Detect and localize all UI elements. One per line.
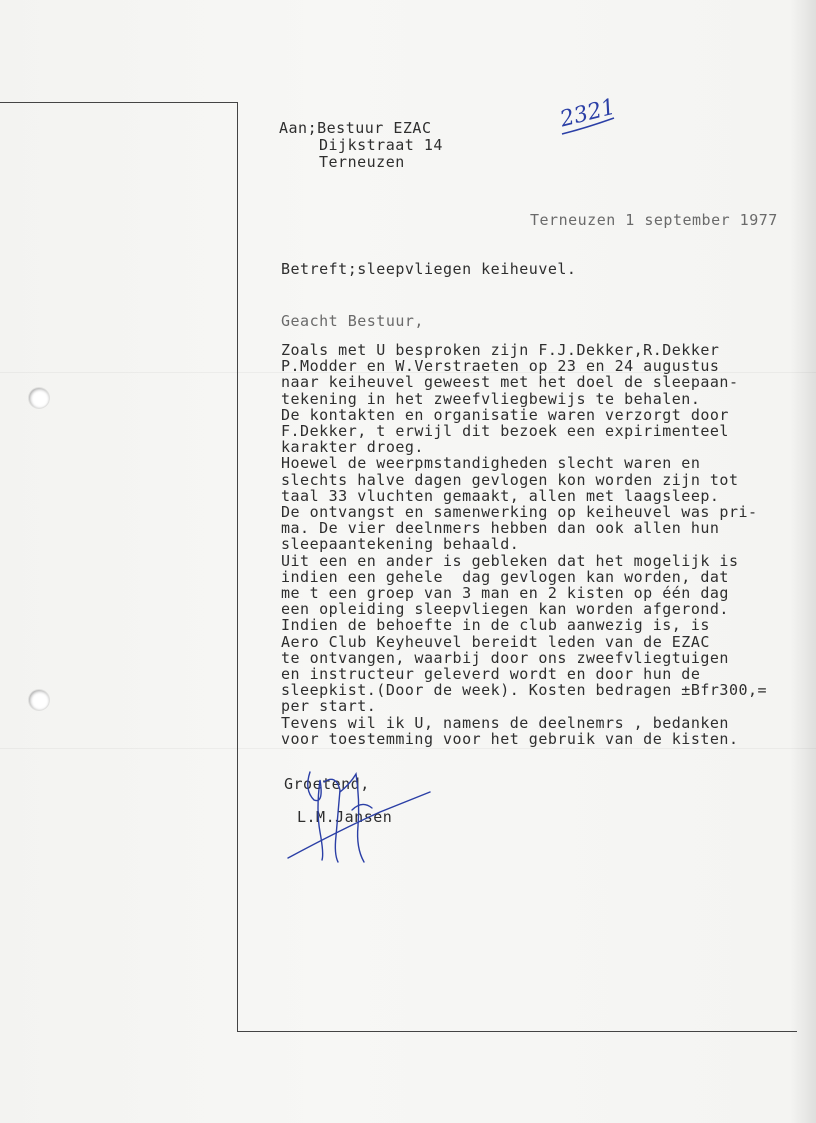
body-line: De ontvangst en samenwerking op keiheuvel was pri- bbox=[281, 503, 758, 521]
body-line: te ontvangen, waarbij door ons zweefvliegtuigen bbox=[281, 648, 729, 667]
closing-greeting: Groetend, bbox=[284, 775, 370, 793]
body-line: sleepkist.(Door de week). Kosten bedragen ±Bfr300,= bbox=[281, 681, 768, 700]
subject-line: Betreft;sleepvliegen keiheuvel. bbox=[281, 260, 577, 278]
paper-fold-line bbox=[0, 748, 816, 749]
body-line: Indien de behoefte in de club aanwezig is, is bbox=[281, 616, 710, 635]
street-line: Dijkstraat 14 bbox=[319, 136, 443, 154]
body-line: taal 33 vluchten gemaakt, allen met laagsleep. bbox=[281, 486, 720, 505]
body-line: karakter droeg. bbox=[281, 438, 424, 457]
body-line: en instructeur geleverd wordt en door hun de bbox=[281, 665, 701, 683]
page-edge-shadow bbox=[790, 0, 816, 1123]
body-line: Zoals met U besproken zijn F.J.Dekker,R.Dekker bbox=[281, 341, 720, 359]
recipient-line: Aan;Bestuur EZAC bbox=[279, 119, 432, 137]
handwritten-signature bbox=[280, 770, 440, 870]
body-line: per start. bbox=[281, 697, 377, 716]
body-line: slechts halve dagen gevlogen kon worden zijn tot bbox=[281, 470, 739, 489]
date-line: Terneuzen 1 september 1977 bbox=[530, 211, 778, 229]
punch-hole-upper bbox=[29, 388, 49, 408]
body-line: sleepaantekening behaald. bbox=[281, 535, 520, 554]
body-line: F.Dekker, t erwijl dit bezoek een expirimenteel bbox=[281, 422, 729, 440]
salutation: Geacht Bestuur, bbox=[281, 312, 424, 330]
body-line: P.Modder en W.Verstraeten op 23 en 24 augustus bbox=[281, 357, 720, 376]
city-line: Terneuzen bbox=[319, 153, 405, 171]
body-line: voor toestemming voor het gebruik van de kisten. bbox=[281, 729, 739, 748]
body-line: naar keiheuvel geweest met het doel de sleepaan- bbox=[281, 373, 739, 392]
body-line: me t een groep van 3 man en 2 kisten op één dag bbox=[281, 584, 729, 602]
body-line: Hoewel de weerpmstandigheden slecht waren en bbox=[281, 454, 701, 473]
handwritten-archive-number bbox=[556, 86, 620, 142]
frame-line-left bbox=[237, 102, 238, 1032]
body-line: De kontakten en organisatie waren verzorgt door bbox=[281, 405, 729, 424]
punch-hole-lower bbox=[29, 690, 49, 710]
body-line: indien een gehele dag gevlogen kan worden, dat bbox=[281, 567, 729, 586]
frame-line-top bbox=[0, 102, 237, 103]
body-line: tekening in het zweefvliegbewijs te behalen. bbox=[281, 389, 701, 408]
body-line: Uit een en ander is gebleken dat het mogelijk is bbox=[281, 551, 739, 570]
archive-number-text: 2321 bbox=[557, 94, 619, 133]
frame-line-bottom bbox=[237, 1031, 797, 1032]
signer-name: L.M.Jansen bbox=[297, 808, 393, 826]
body-line: een opleiding sleepvliegen kan worden afgerond. bbox=[281, 600, 729, 619]
body-line: Aero Club Keyheuvel bereidt leden van de EZAC bbox=[281, 632, 710, 651]
body-line: Tevens wil ik U, namens de deelnemrs , bedanken bbox=[281, 713, 729, 732]
body-line: ma. De vier deelnmers hebben dan ook allen hun bbox=[281, 519, 720, 538]
